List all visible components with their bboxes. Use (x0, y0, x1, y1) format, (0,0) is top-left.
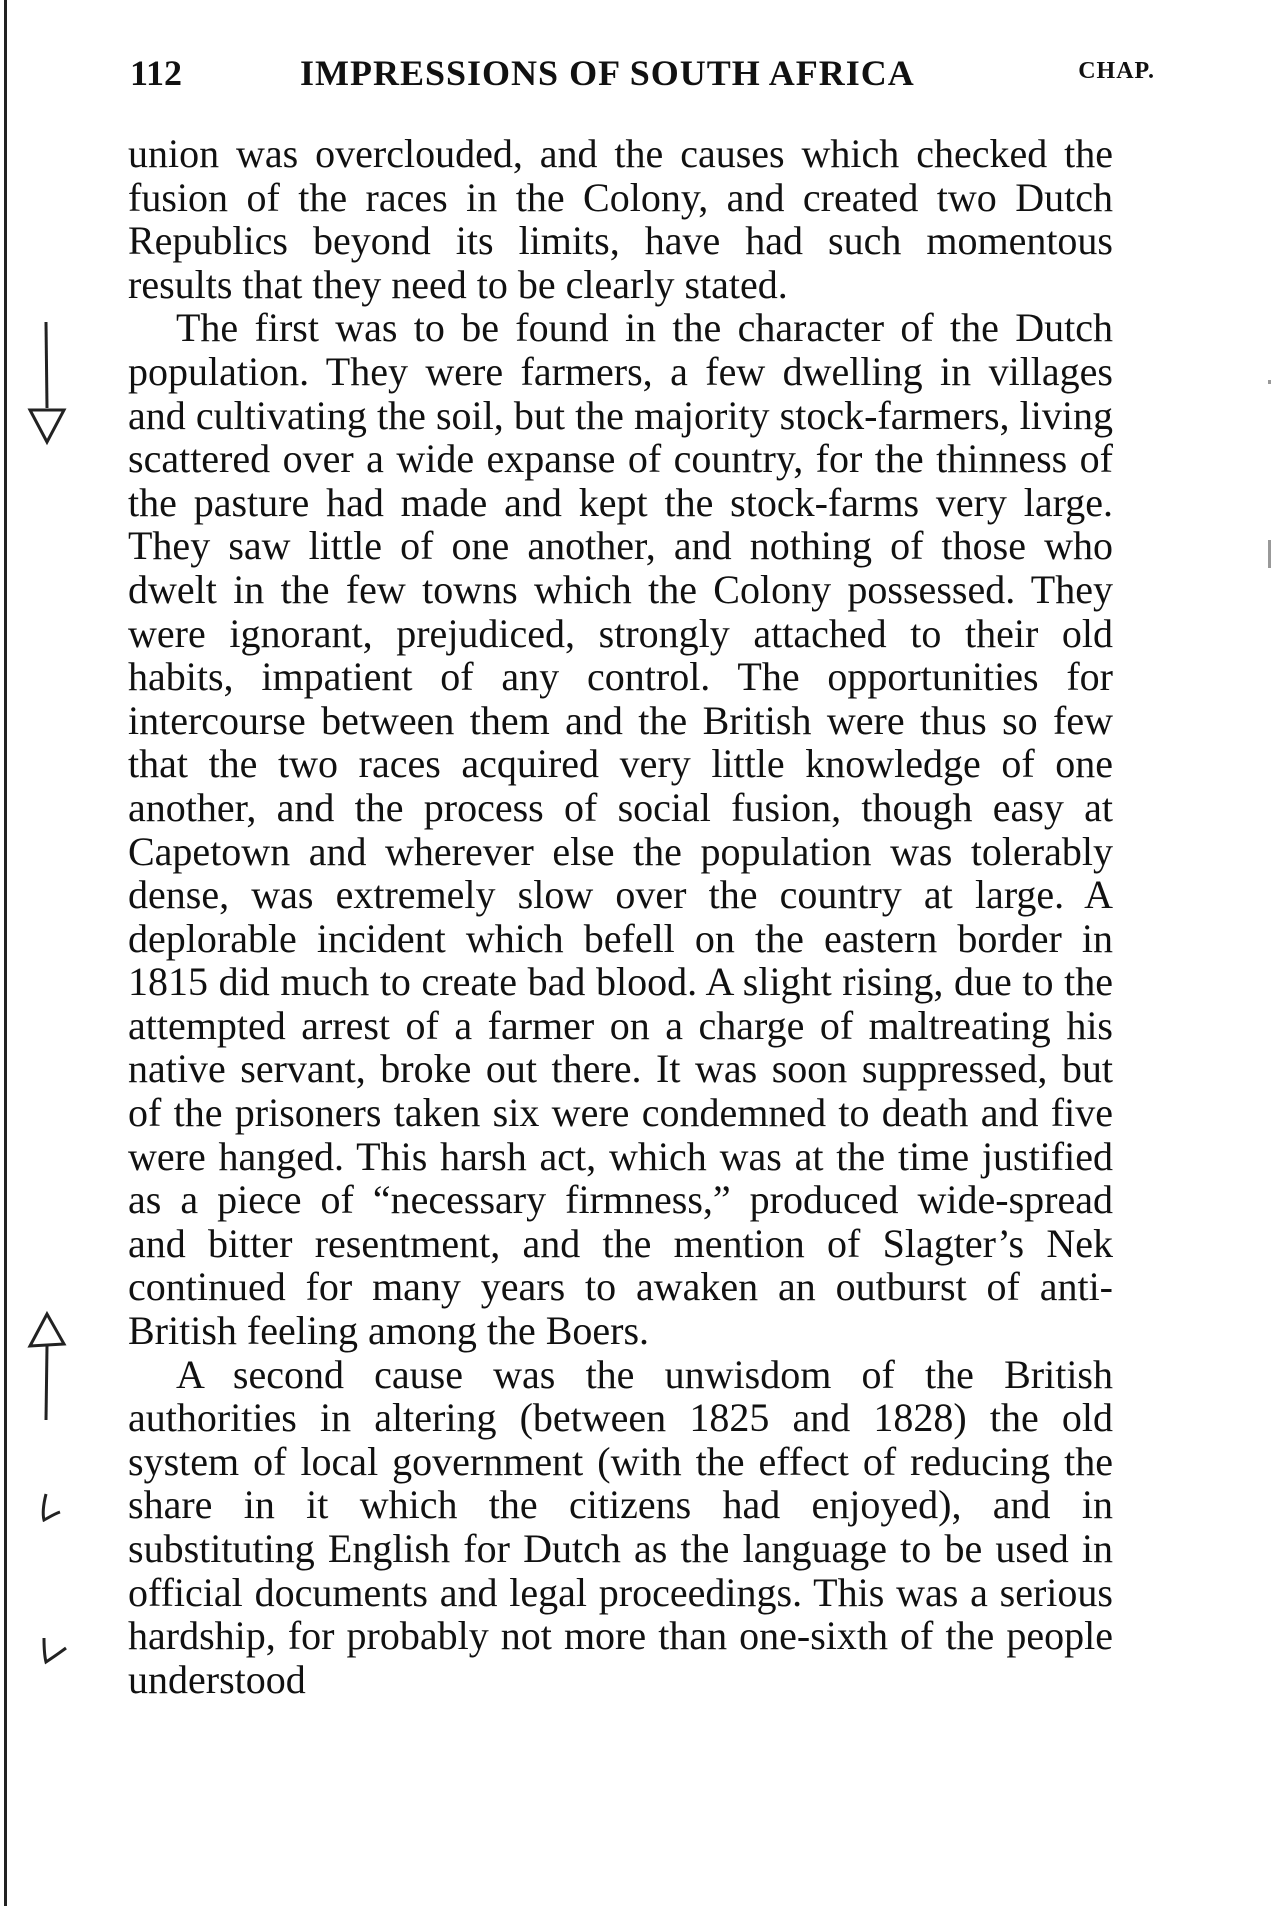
paragraph: A second cause was the unwisdom of the British authorities in altering (between 1825 and 1828) the old system of local government (with the effect of reducing the share in it which the citizens had enjoyed), and in substituting English for Dutch as the language to be used in official documents and legal proceedings. This was a serious hardship, for probably not more than one-sixth of the people understood (128, 1351, 1113, 1702)
up-arrow-mark-icon (22, 1308, 72, 1428)
body-text (128, 132, 1113, 1701)
page-speck (1268, 540, 1271, 568)
paragraph: The first was to be found in the character of the Dutch population. They were farmers, a few dwelling in villages and cultivating the soil, but the majority stock-farmers, living scattered over a wide expanse of country, for the thinness of the pasture had made and kept the stock-farms very large. They saw little of one another, and nothing of those who dwelt in the few towns which the Colony possessed. They were ignorant, prejudiced, strongly attached to their old habits, impatient of any control. The opportunities for intercourse between them and the British were thus so few that the two races acquired very little knowledge of one another, and the process of social fusion, though easy at Capetown and wherever else the population was tolerably dense, was extremely slow over the country at large. A deplorable incident which befell on the eastern border in 1815 did much to create bad blood. A slight rising, due to the attempted arrest of a farmer on a charge of maltreating his native servant, broke out there. It was soon suppressed, but of the prisoners taken six were condemned to death and five were hanged. This harsh act, which was at the time justified as a piece of “necessary firmness,” produced wide-spread and bitter resentment, and the mention of Slagter’s Nek continued for many years to awaken an outburst of anti-British feeling among the Boers. (128, 305, 1113, 1354)
handwritten-l-mark-icon (32, 1630, 72, 1670)
page-number: 112 (130, 53, 183, 93)
paragraph: union was overclouded, and the causes which checked the fusion of the races in the Colony, and created two Dutch Republics beyond its limits, have had such momentous results that they need to be clearly stated. (128, 131, 1113, 307)
chapter-label: CHAP. (1078, 58, 1155, 84)
page-edge-line (4, 0, 7, 1906)
handwritten-l-mark-icon (32, 1488, 68, 1528)
down-arrow-mark-icon (22, 318, 72, 448)
running-header (130, 52, 1155, 102)
page-speck (1268, 380, 1271, 384)
running-title: IMPRESSIONS OF SOUTH AFRICA (300, 53, 915, 93)
